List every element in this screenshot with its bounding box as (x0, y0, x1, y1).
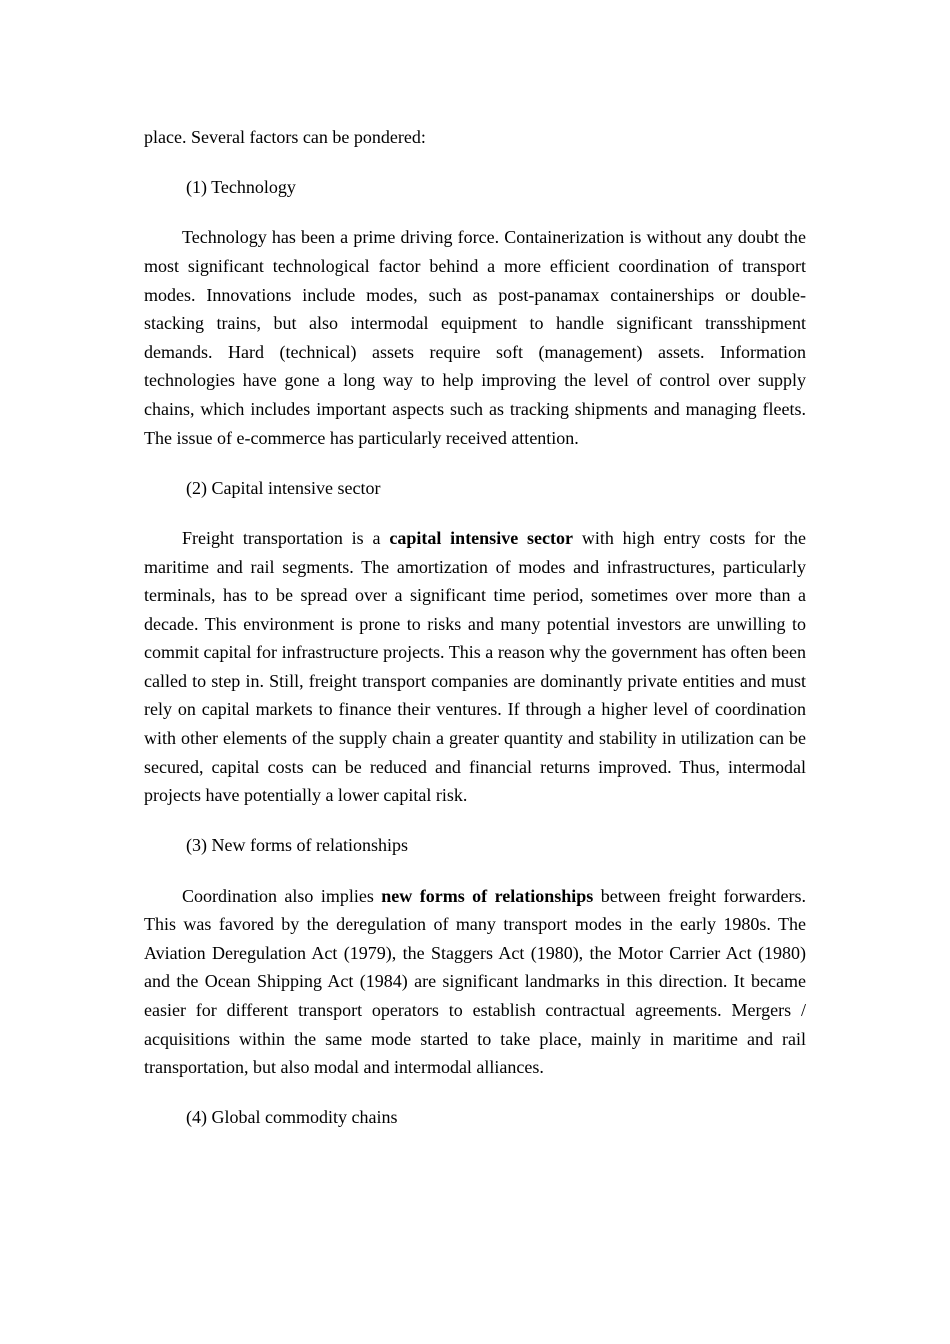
paragraph-text: Freight transportation is a (182, 527, 390, 548)
bold-term: new forms of relationships (381, 885, 594, 906)
paragraph-technology (144, 223, 806, 452)
paragraph-capital-intensive (144, 524, 806, 810)
section-heading-relationships: (3) New forms of relationships (186, 835, 408, 856)
spacer (144, 152, 806, 174)
intro-line: place. Several factors can be pondered: (144, 127, 426, 147)
spacer (144, 860, 806, 882)
paragraph-relationships (144, 882, 806, 1082)
bold-term: capital intensive sector (389, 527, 573, 548)
section-heading-technology: (1) Technology (186, 177, 296, 198)
paragraph-text: with high entry costs for the maritime and rail segments. The amortization of modes and infrastructures, particularly terminals, has to be spread over a significant time period, sometimes over more than a decade. This environment is prone to risks and many potential investors are unwilling to commit capital for infrastructure projects. This a reason why the government has often been called to step in. Still, freight transport companies are dominantly private entities and must rely on capital markets to finance their ventures. If through a higher level of coordination with other elements of the supply chain a greater quantity and stability in utilization can be secured, capital costs can be reduced and financial returns improved. Thus, intermodal projects have potentially a lower capital risk. (144, 527, 807, 806)
spacer (144, 1082, 806, 1104)
document-page (144, 123, 806, 1132)
section-heading-capital-intensive: (2) Capital intensive sector (186, 477, 381, 498)
paragraph-text: Coordination also implies (182, 885, 382, 906)
spacer (144, 452, 806, 474)
paragraph-text: Technology has been a prime driving force. Containerization is without any doubt the most significant technological factor behind a more efficient coordination of transport modes. Innovations include modes, such as post-panamax containerships or double-stacking trains, but also intermodal equipment to handle significant transshipment demands. Hard (technical) assets require soft (management) assets. Information technologies have gone a long way to help improving the level of control over supply chains, which includes important aspects such as tracking shipments and managing fleets. The issue of e-commerce has particularly received attention. (144, 227, 806, 448)
spacer (144, 810, 806, 832)
section-heading-commodity-chains: (4) Global commodity chains (186, 1107, 398, 1128)
spacer (144, 502, 806, 524)
paragraph-text: between freight forwarders. This was favored by the deregulation of many transport modes in the early 1980s. The Aviation Deregulation Act (1979), the Staggers Act (1980), the Motor Carrier Act (1980) and the Ocean Shipping Act (1984) are significant landmarks in this direction. It became easier for different transport operators to establish contractual agreements. Mergers / acquisitions within the same mode started to take place, mainly in maritime and rail transportation, but also modal and intermodal alliances. (144, 885, 806, 1078)
spacer (144, 202, 806, 224)
